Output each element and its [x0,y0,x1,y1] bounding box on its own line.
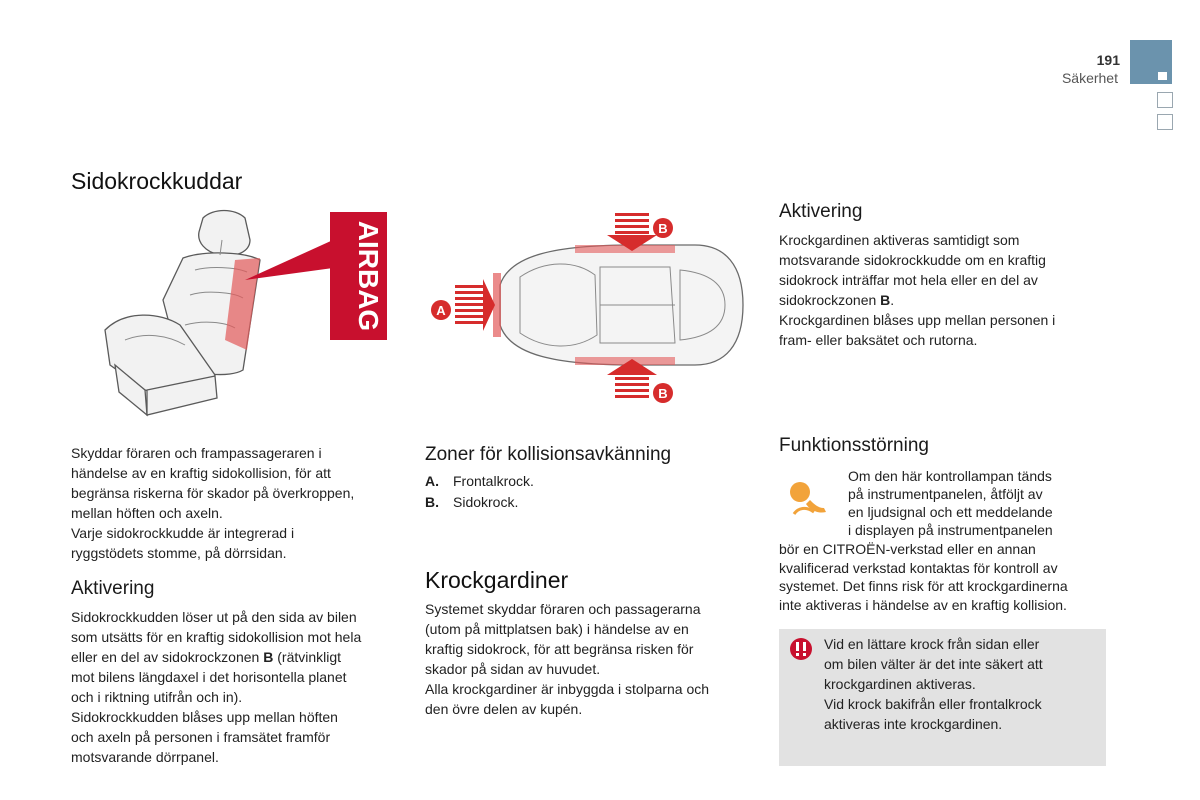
section-tab-box [1157,114,1173,130]
text-line: sidokrockzonen B. [779,292,895,308]
car-top-view-illustration [425,205,755,415]
text-line: ryggstödets stomme, på dörrsidan. [71,545,287,561]
zones-list [425,471,534,513]
text-line: och i riktning utifrån och in). [71,689,243,705]
text-line: motsvarande dörrpanel. [71,749,219,765]
curtains-text [425,599,765,719]
seat-illustration [85,200,395,425]
text-line: Om den här kontrollampan tänds [848,468,1052,484]
text-line: inte aktiveras i händelse av en kraftig kollision. [779,596,1067,613]
text-line: Alla krockgardiner är inbyggda i stolparna och [425,681,710,697]
text-line: begränsa riskerna för skador på överkroppen, [71,485,355,501]
text-line: fram- eller baksätet och rutorna. [779,332,978,348]
text-line: kvalificerad verkstad kontaktas för kontroll av [779,559,1058,576]
text-line: på instrumentpanelen, åtföljt av [848,486,1043,502]
zones-heading: Zoner för kollisionsavkänning [425,444,672,465]
curtain-activation-text [779,230,1109,350]
text-line: Varje sidokrockkudde är integrerad i [71,525,295,541]
text-line: Sidokrockkudden blåses upp mellan höften [71,709,338,725]
zone-b-bottom-label: B [658,386,668,401]
activation-heading: Aktivering [71,578,155,599]
text-line: Skyddar föraren och frampassageraren i [71,445,322,461]
warning-exclamation-icon [789,637,813,661]
section-tab-box [1157,92,1173,108]
warning-text [824,634,1099,734]
airbag-label: AIRBAG [353,220,384,332]
list-item: B. Sidokrock. [425,494,519,510]
page-number: 191 [1096,52,1120,68]
zone-b-top-label: B [658,221,668,236]
text-line: i displayen på instrumentpanelen [848,522,1053,538]
page-title: Sidokrockkuddar [71,168,243,194]
list-item: A. Frontalkrock. [425,473,534,489]
intro-text [71,443,401,563]
text-line: Vid en lättare krock från sidan eller [824,636,1040,652]
text-line: Systemet skyddar föraren och passagerarna [425,601,701,617]
text-line: krockgardinen aktiveras. [824,676,976,692]
activation-text [71,607,406,767]
text-line: kraftig sidokrock, för att begränsa risken för [425,641,694,657]
text-line: aktiveras inte krockgardinen. [824,716,1003,732]
text-line: eller en del av sidokrockzonen B (rätvinkligt [71,649,342,665]
text-line: en ljudsignal och ett meddelande [848,504,1053,520]
text-line: händelse av en kraftig sidokollision, för att [71,465,331,481]
text-line: Krockgardinen aktiveras samtidigt som [779,232,1020,248]
text-line: Krockgardinen blåses upp mellan personen i [779,312,1056,328]
curtains-heading: Krockgardiner [425,567,569,593]
text-line: Sidokrockkudden löser ut på den sida av bilen [71,609,357,625]
text-line: och axeln på personen i framsätet framför [71,729,331,745]
text-line: bör en CITROËN-verkstad eller en annan [779,541,1036,557]
curtain-activation-heading: Aktivering [779,201,863,222]
text-line: motsvarande sidokrockkudde om en kraftig [779,252,1046,268]
malfunction-text-indented [848,467,1108,539]
text-line: sidokrock inträffar mot hela eller en del av [779,272,1038,288]
text-line: systemet. Det finns risk för att krockgardinerna [779,578,1068,594]
text-line: mot bilens längdaxel i det horisontella planet [71,669,347,685]
airbag-warning-lamp-icon [784,478,832,518]
section-tab-dot [1158,72,1167,80]
text-line: mellan höften och axeln. [71,505,223,521]
text-line: om bilen välter är det inte säkert att [824,656,1043,672]
text-line: skador på sidan av huvudet. [425,661,601,677]
malfunction-heading: Funktionsstörning [779,435,929,456]
malfunction-text [779,540,1109,614]
zone-a-label: A [436,303,446,318]
text-line: Vid krock bakifrån eller frontalkrock [824,696,1042,712]
text-line: den övre delen av kupén. [425,701,583,717]
text-line: som utsätts för en kraftig sidokollision mot hela [71,629,362,645]
section-title: Säkerhet [1061,70,1118,86]
text-line: (utom på mittplatsen bak) i händelse av en [425,621,689,637]
